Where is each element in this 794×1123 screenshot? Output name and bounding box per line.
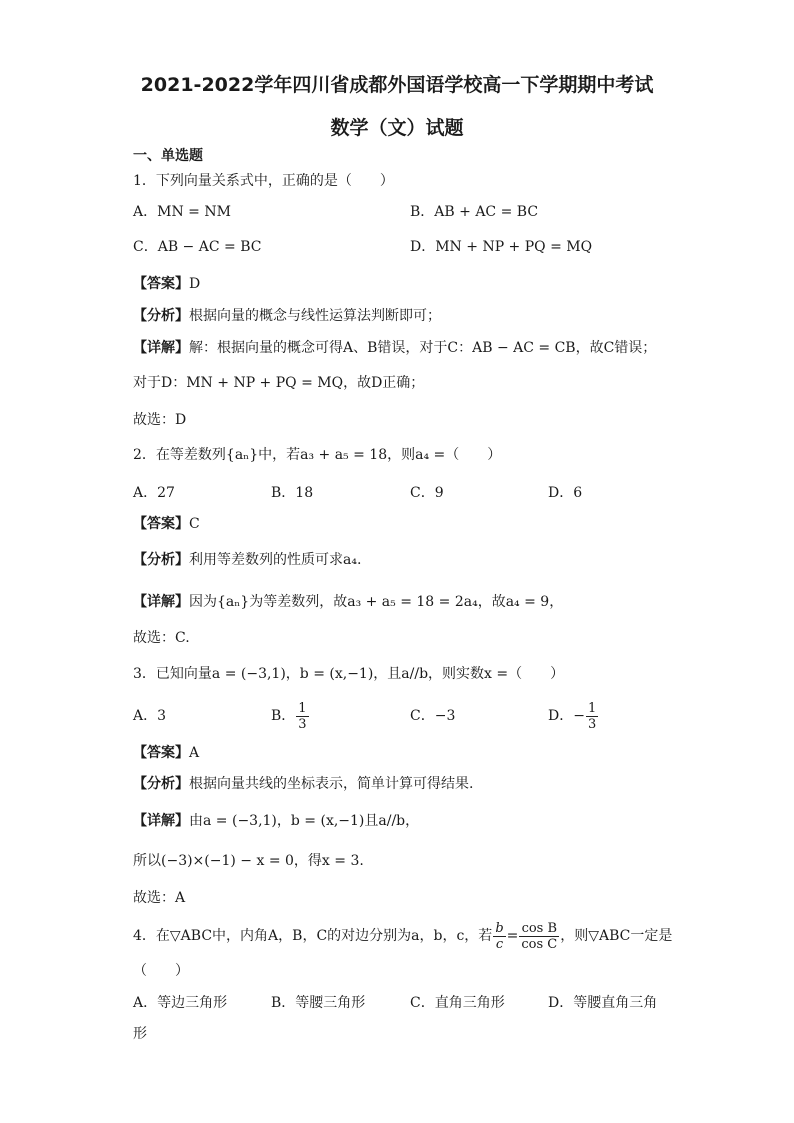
answer-value: A [189, 745, 200, 761]
analysis-tag: 【分析】 [133, 552, 189, 568]
q4-option-a: A．等边三角形 [133, 995, 228, 1011]
analysis-text: 根据向量的概念与线性运算法判断即可； [189, 308, 441, 324]
fraction-numerator: b [495, 920, 504, 936]
fraction [586, 701, 598, 732]
q1-answer [133, 273, 200, 295]
q3-option-b [271, 697, 310, 735]
q1-option-b: B．AB + AC = BC [410, 204, 539, 220]
q4-stem-part-2: ，则▽ABC一定是 [560, 928, 673, 944]
answer-value: C [189, 516, 200, 532]
fraction-numerator: 1 [587, 700, 597, 716]
q3-detail-line-2: 所以(−3)×(−1) − x = 0，得x = 3. [133, 853, 364, 869]
analysis-tag: 【分析】 [133, 776, 189, 792]
q3-option-a: A．3 [133, 708, 167, 724]
q4-option-b: B．等腰三角形 [271, 995, 366, 1011]
fraction-denominator: cos C [521, 936, 558, 952]
answer-value: D [189, 276, 201, 292]
fraction [493, 921, 505, 952]
q1-stem: 1．下列向量关系式中，正确的是（ ） [133, 173, 394, 189]
q1-option-d: D．MN + NP + PQ = MQ [410, 239, 593, 255]
q2-stem: 2．在等差数列{aₙ}中，若a₃ + a₅ = 18，则a₄ =（ ） [133, 447, 502, 463]
fraction [519, 921, 559, 952]
q4-stem-part-1: 4．在▽ABC中，内角A，B，C的对边分别为a，b，c，若 [133, 928, 493, 944]
detail-tag: 【详解】 [133, 340, 189, 356]
answer-tag: 【答案】 [133, 516, 189, 532]
q3-option-c: C．−3 [410, 708, 456, 724]
q3-conclusion: 故选：A [133, 890, 186, 906]
fraction-numerator: 1 [298, 700, 307, 716]
analysis-text: 根据向量共线的坐标表示，简单计算可得结果. [189, 776, 474, 792]
q4-stem-line-2: （ ） [133, 963, 189, 979]
q1-option-a: A．MN = NM [133, 204, 231, 220]
q3-option-d [548, 697, 599, 735]
q1-detail [133, 337, 656, 359]
q2-detail [133, 591, 563, 613]
q3-stem: 3．已知向量a = (−3,1)，b = (x,−1)，且a//b，则实数x =（ ） [133, 666, 565, 682]
answer-tag: 【答案】 [133, 276, 189, 292]
q4-option-d: D．等腰直角三角 [548, 995, 658, 1011]
q2-answer [133, 513, 200, 535]
q3-detail [133, 810, 419, 832]
q4-option-c: C．直角三角形 [410, 995, 505, 1011]
fraction [296, 701, 308, 732]
fraction-denominator: c [495, 936, 504, 952]
q1-analysis [133, 305, 441, 327]
detail-tag: 【详解】 [133, 594, 189, 610]
q2-option-d: D．6 [548, 485, 583, 501]
detail-text: 解：根据向量的概念可得A、B错误，对于C：AB − AC = CB，故C错误； [189, 340, 657, 356]
q3-option-b-label: B． [271, 708, 296, 724]
detail-text: 因为{aₙ}为等差数列，故a₃ + a₅ = 18 = 2a₄，故a₄ = 9， [189, 594, 564, 610]
q2-analysis [133, 549, 361, 571]
answer-tag: 【答案】 [133, 745, 189, 761]
q4-option-d-wrap: 形 [133, 1026, 147, 1042]
analysis-text: 利用等差数列的性质可求a₄. [189, 552, 362, 568]
q2-conclusion: 故选：C. [133, 630, 190, 646]
fraction-numerator: cos B [519, 921, 559, 937]
q1-option-c: C．AB − AC = BC [133, 239, 262, 255]
q4-stem: 4．在▽ABC中，内角A，B，C的对边分别为a，b，c，若 $\frac{b}{c}$ = $\frac{\text{cos B}}{\text{cos C}}$ ，则▽ABC一定是 [133, 920, 673, 952]
q3-analysis [133, 773, 473, 795]
analysis-tag: 【分析】 [133, 308, 189, 324]
q1-conclusion: 故选：D [133, 412, 187, 428]
q2-option-a: A．27 [133, 485, 175, 501]
detail-text: 由a = (−3,1)，b = (x,−1)且a//b， [189, 813, 420, 829]
fraction-denominator: 3 [587, 716, 597, 732]
title-line-1: 2021-2022学年四川省成都外国语学校高一下学期期中考试 [140, 74, 654, 96]
section-heading: 一、单选题 [133, 148, 203, 164]
q2-option-b: B．18 [271, 485, 314, 501]
title-line-2: 数学（文）试题 [330, 117, 464, 139]
fraction-denominator: 3 [298, 716, 307, 732]
q2-option-c: C．9 [410, 485, 444, 501]
q3-answer [133, 742, 199, 764]
detail-tag: 【详解】 [133, 813, 189, 829]
q1-detail-line-2: 对于D：MN + NP + PQ = MQ，故D正确； [133, 375, 425, 391]
q3-option-d-label: D．− [548, 708, 585, 724]
